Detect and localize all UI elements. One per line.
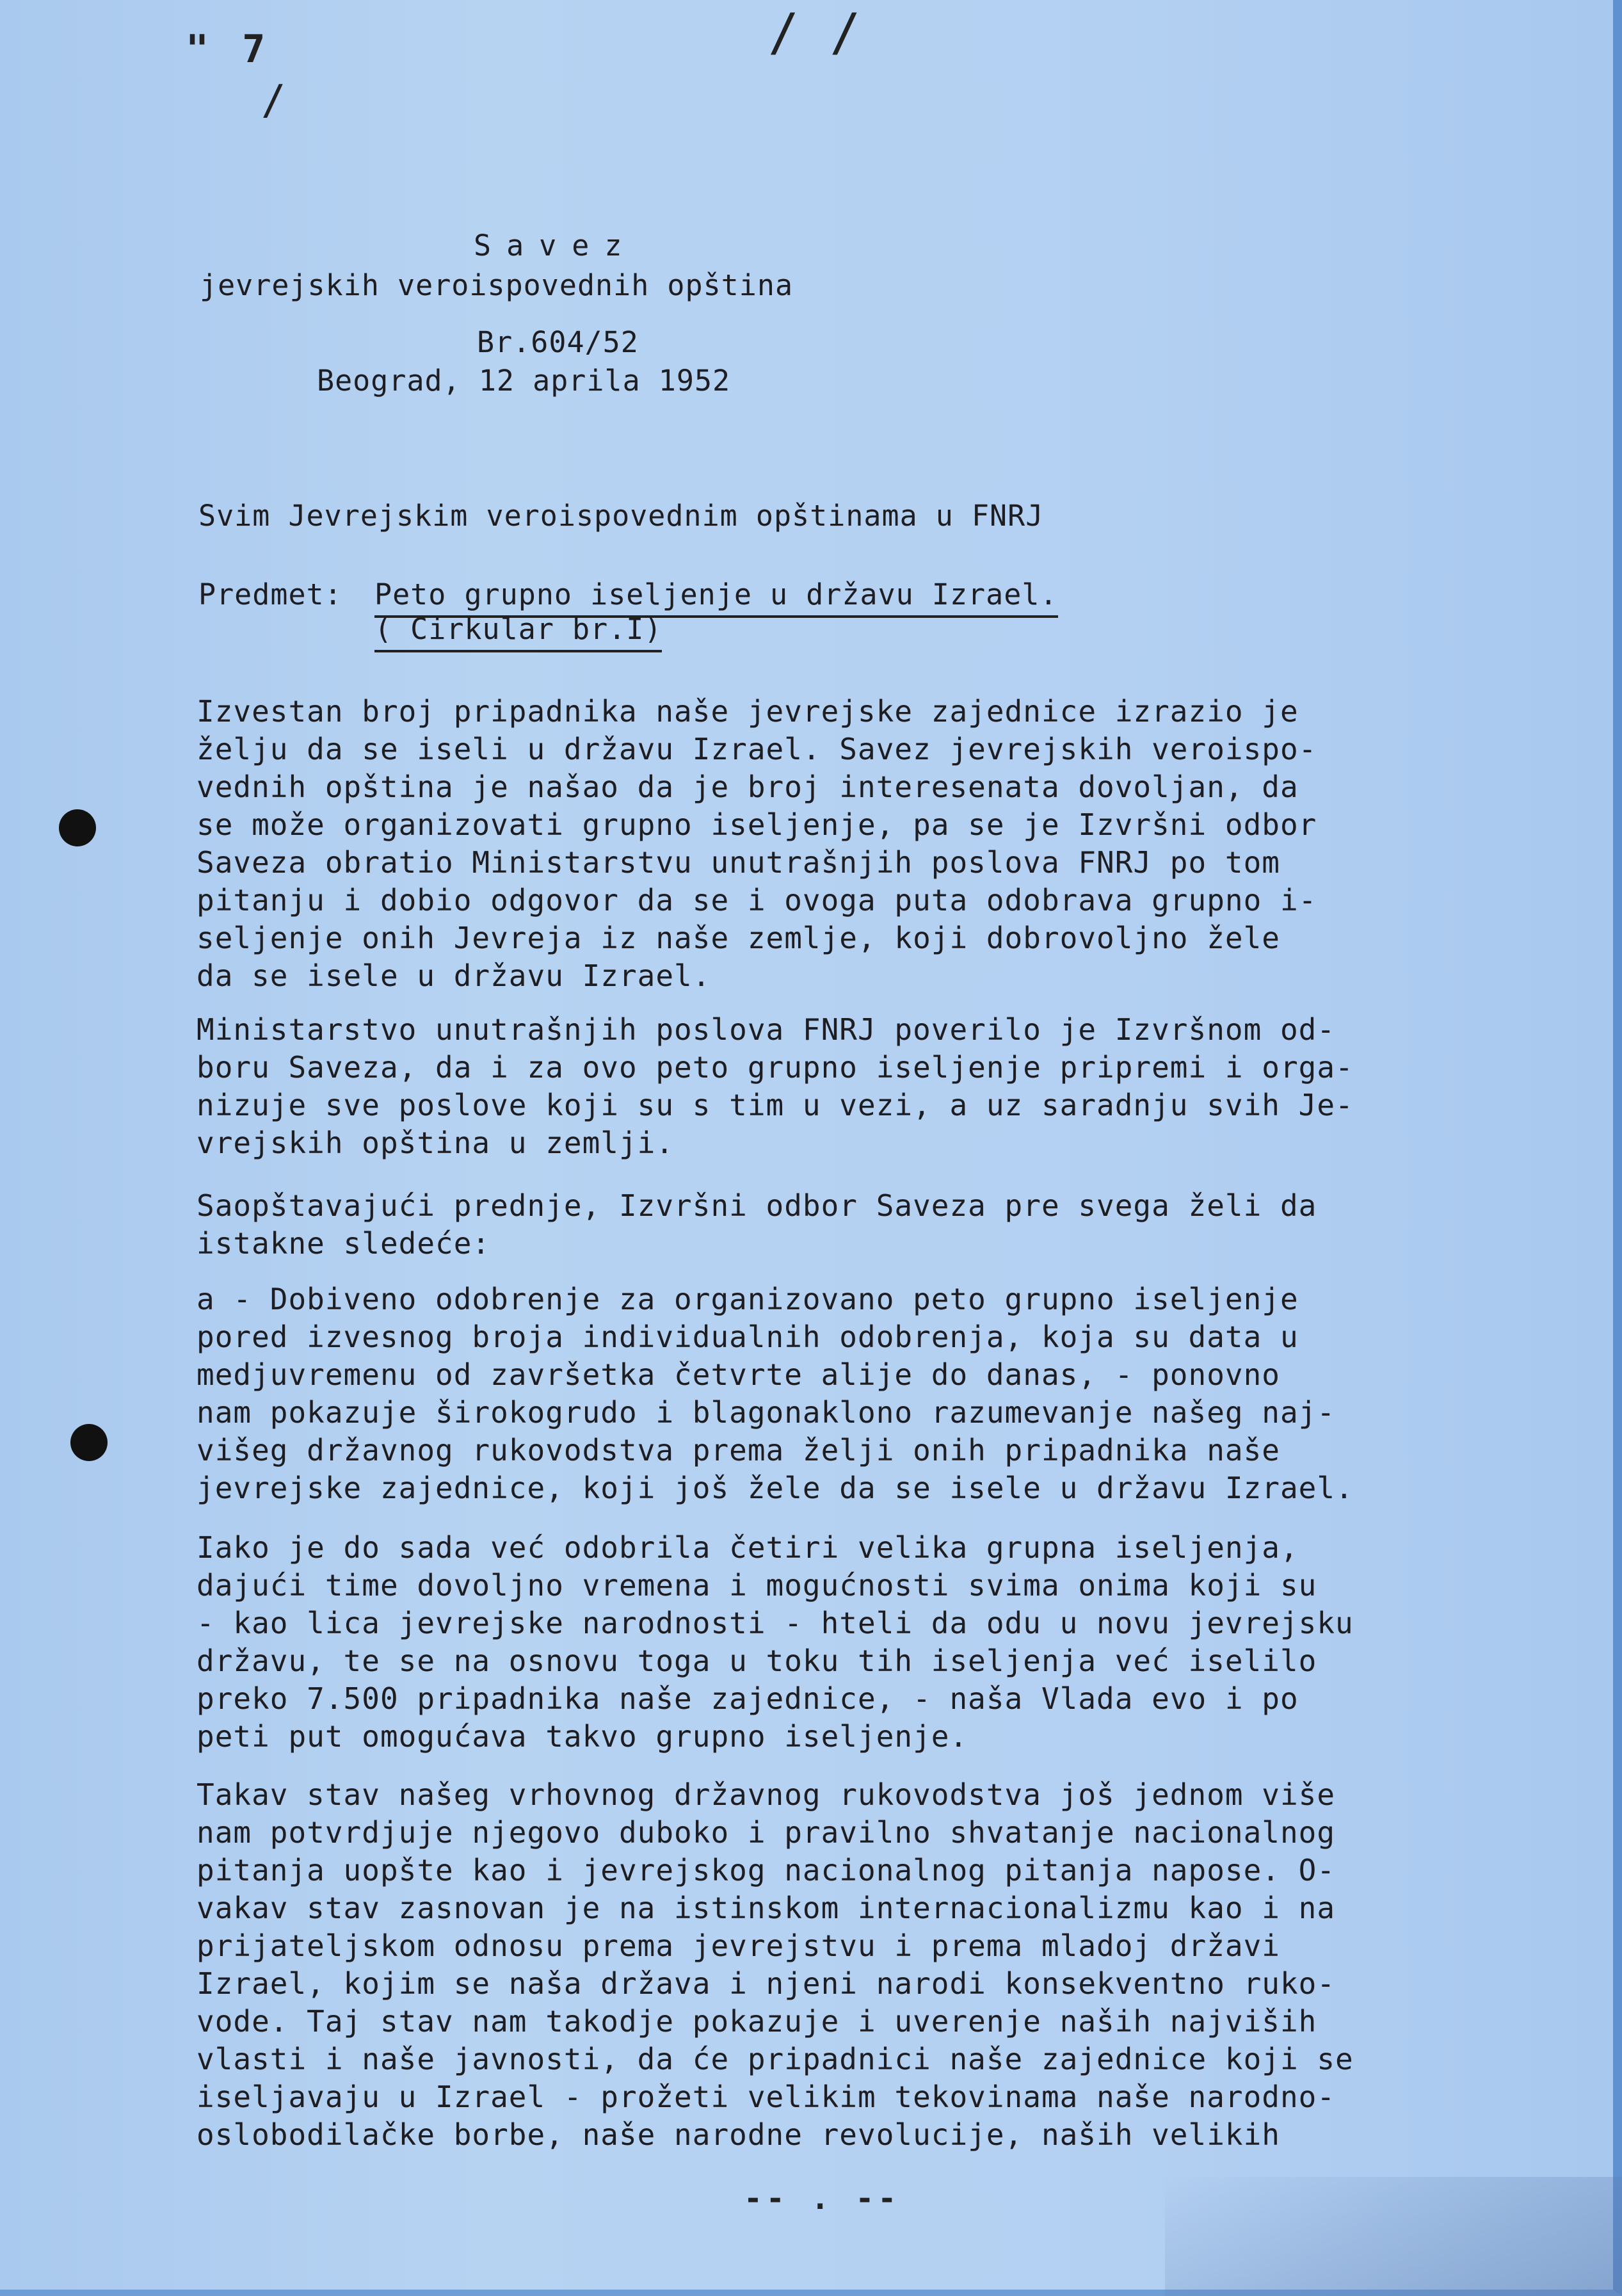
paragraph	[197, 1011, 1477, 1162]
text-line: dajući time dovoljno vremena i mogućnosti svima onima koji su	[197, 1568, 1317, 1603]
paragraph	[197, 1529, 1477, 1756]
text-line: vode. Taj stav nam takodje pokazuje i uverenje naših najviših	[197, 2004, 1317, 2039]
text-line: da se isele u državu Izrael.	[197, 958, 711, 993]
handwritten-mark: " 7	[186, 27, 271, 72]
text-line: prijateljskom odnosu prema jevrejstvu i prema mladoj državi	[197, 1928, 1280, 1963]
text-line: vednih opština je našao da je broj interesenata dovoljan, da	[197, 770, 1299, 804]
organization-subtitle: jevrejskih veroispovednih opština	[200, 268, 794, 302]
punch-hole	[70, 1424, 108, 1461]
text-line: vrejskih opština u zemlji.	[197, 1126, 675, 1160]
text-line: Saveza obratio Ministarstvu unutrašnjih poslova FNRJ po tom	[197, 845, 1280, 880]
handwritten-mark: / /	[768, 3, 861, 62]
text-line: nam pokazuje širokogrudo i blagonaklono razumevanje našeg naj-	[197, 1395, 1336, 1430]
text-line: vlasti i naše javnosti, da će pripadnici naše zajednice koji se	[197, 2042, 1354, 2076]
addressee: Svim Jevrejskim veroispovednim opštinama u FNRJ	[198, 499, 1044, 533]
text-line: medjuvremenu od završetka četvrte alije do danas, - ponovno	[197, 1357, 1280, 1392]
paragraph	[197, 1776, 1477, 2154]
place-date: Beograd, 12 aprila 1952	[317, 364, 731, 398]
text-line: boru Saveza, da i za ovo peto grupno iseljenje pripremi i orga-	[197, 1050, 1354, 1085]
text-line: nizuje sve poslove koji su s tim u vezi, a uz saradnju svih Je-	[197, 1088, 1354, 1122]
paragraph	[197, 693, 1477, 995]
text-line: peti put omogućava takvo grupno iseljenje.	[197, 1719, 968, 1754]
subject-circular: ( Cirkular br.I)	[374, 610, 662, 652]
text-line: oslobodilačke borbe, naše narodne revolucije, naših velikih	[197, 2117, 1280, 2152]
text-line: vakav stav zasnovan je na istinskom internacionalizmu kao i na	[197, 1891, 1336, 1925]
text-line: istakne sledeće:	[197, 1226, 491, 1261]
handwritten-mark: /	[261, 77, 286, 124]
text-line: državu, te se na osnovu toga u toku tih iseljenja već iselilo	[197, 1644, 1317, 1678]
text-line: želju da se iseli u državu Izrael. Savez jevrejskih veroispo-	[197, 732, 1317, 766]
text-line: nam potvrdjuje njegovo duboko i pravilno shvatanje nacionalnog	[197, 1815, 1336, 1850]
subject-title: Peto grupno iseljenje u državu Izrael.	[374, 576, 1058, 618]
paragraph	[197, 1281, 1477, 1507]
text-line: Takav stav našeg vrhovnog državnog rukovodstva još jednom više	[197, 1777, 1336, 1812]
text-line: pitanju i dobio odgovor da se i ovoga puta odobrava grupno i-	[197, 883, 1317, 918]
text-line: pored izvesnog broja individualnih odobrenja, koja su data u	[197, 1320, 1299, 1354]
text-line: višeg državnog rukovodstva prema želji onih pripadnika naše	[197, 1433, 1280, 1467]
text-line: Ministarstvo unutrašnjih poslova FNRJ poverilo je Izvršnom od-	[197, 1012, 1336, 1047]
text-line: - kao lica jevrejske narodnosti - hteli da odu u novu jevrejsku	[197, 1606, 1354, 1640]
text-line: Iako je do sada već odobrila četiri velika grupna iseljenja,	[197, 1530, 1299, 1565]
text-line: Izrael, kojim se naša država i njeni narodi konsekventno ruko-	[197, 1966, 1336, 2001]
punch-hole	[59, 809, 96, 846]
reference-number: Br.604/52	[477, 325, 639, 359]
text-line: pitanja uopšte kao i jevrejskog nacionalnog pitanja napose. O-	[197, 1853, 1336, 1888]
text-line: Izvestan broj pripadnika naše jevrejske zajednice izrazio je	[197, 694, 1299, 729]
text-line: iseljavaju u Izrael - prožeti velikim tekovinama naše narodno-	[197, 2080, 1336, 2114]
continuation-mark: -- . --	[744, 2181, 901, 2217]
text-line: se može organizovati grupno iseljenje, pa se je Izvršni odbor	[197, 807, 1317, 842]
text-line: preko 7.500 pripadnika naše zajednice, - naša Vlada evo i po	[197, 1681, 1299, 1716]
text-line: seljenje onih Jevreja iz naše zemlje, koji dobrovoljno žele	[197, 921, 1280, 955]
text-line: jevrejske zajednice, koji još žele da se isele u državu Izrael.	[197, 1471, 1354, 1505]
torn-corner	[1165, 2177, 1622, 2296]
organization-name: Savez	[474, 229, 638, 263]
text-line: Saopštavajući prednje, Izvršni odbor Saveza pre svega želi da	[197, 1188, 1317, 1223]
subject-label: Predmet:	[198, 578, 342, 611]
paragraph	[197, 1187, 1477, 1263]
text-line: a - Dobiveno odobrenje za organizovano peto grupno iseljenje	[197, 1282, 1299, 1316]
